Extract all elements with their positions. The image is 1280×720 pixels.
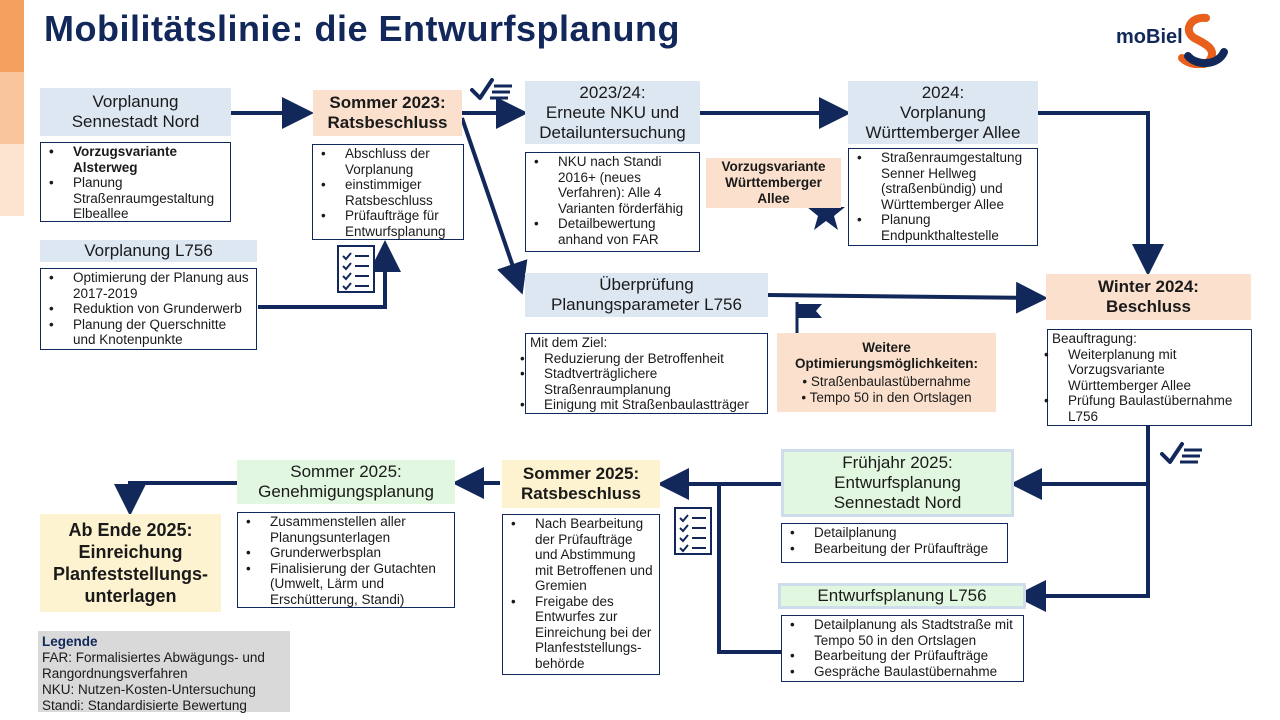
list-item: • Detailbewertung anhand von FAR (558, 216, 695, 247)
optimierung-line1: Weitere (862, 339, 911, 355)
sommer-2025-rat-header (502, 460, 660, 508)
vorzugsvariante-line2: Württemberger (725, 175, 822, 190)
list-item: • Bearbeitung der Prüfaufträge (814, 541, 1003, 557)
vorplanung-wa-title-line1: 2024: (921, 82, 965, 102)
entwurf-l756-header: Entwurfsplanung L756 (778, 583, 1026, 609)
vorplanung-nord-title-line2: Sennestadt Nord (71, 112, 200, 131)
page-title: Mobilitätslinie: die Entwurfsplanung (44, 8, 680, 49)
checklist-icon (336, 244, 378, 296)
list-item: • Straßenbaulastübernahme (802, 373, 971, 389)
list-item: • Planung Endpunkthaltestelle (881, 212, 1033, 243)
sommer-2023-details (312, 144, 464, 240)
list-item: • Tempo 50 in den Ortslagen (801, 389, 972, 405)
list-item: • Einigung mit Straßenbaulastträger (544, 397, 765, 413)
legend-line: Rangordnungsverfahren (42, 666, 188, 681)
list-item: • Prüfung Baulastübernahme L756 (1068, 393, 1249, 424)
arrow-sommer2023-to-ueberpruefung (462, 118, 520, 287)
legend (38, 631, 290, 712)
list-item: • Optimierung der Planung aus 2017-2019 (73, 270, 252, 301)
list-item: • Bearbeitung der Prüfaufträge (814, 648, 1019, 664)
fruehjahr-2025-details (781, 523, 1008, 563)
ueberpruefung-header (525, 273, 768, 317)
list-item: • Straßenraumgestaltung Senner Hellweg (straßenbündig) und Württemberger Allee (881, 150, 1033, 212)
winter-2024-title-line2: Beschluss (1105, 297, 1192, 316)
list-item: • Detailplanung (814, 525, 1003, 541)
ende-2025-line4: unterlagen (84, 586, 177, 606)
arrow-winter-to-entwurf-l756 (1022, 484, 1148, 596)
sommer-2025-gen-header (237, 460, 455, 504)
logo-text: moBiel (1116, 26, 1183, 48)
list-item: • Grunderwerbsplan (270, 545, 450, 561)
list-item: • Freigabe des Entwurfes zur Einreichung bei der Planfeststellungs-behörde (535, 594, 655, 672)
ende-2025-box (40, 514, 221, 612)
nku-title-line3: Detailuntersuchung (539, 122, 686, 142)
sommer-2023-title-line1: Sommer 2023: (329, 93, 446, 112)
sommer-2025-gen-details (237, 512, 455, 608)
list-item: • Prüfaufträge für Entwurfsplanung (345, 208, 459, 239)
entwurf-l756-details (781, 615, 1024, 682)
list-item: • Planung Straßenraumgestaltung Elbeallee (73, 175, 226, 222)
nku-details (525, 152, 700, 252)
sommer-2025-rat-title-line2: Ratsbeschluss (521, 484, 641, 503)
winter-2024-details (1047, 329, 1252, 426)
list-item: • einstimmiger Ratsbeschluss (345, 177, 459, 208)
list-item: • Stadtverträglichere Straßenraumplanung (544, 366, 765, 397)
vorzugsvariante-note (706, 158, 841, 208)
checkmark-list-icon (1160, 440, 1206, 468)
vorplanung-nord-title-line1: Vorplanung (92, 92, 179, 111)
vorzugsvariante-line3: Allee (757, 191, 790, 206)
legend-line: Standi: Standardisierte Bewertung (42, 698, 247, 713)
optimierung-item-2: Tempo 50 in den Ortslagen (809, 389, 972, 405)
ende-2025-line2: Einreichung (78, 542, 183, 562)
sommer-2025-gen-title-line2: Genehmigungsplanung (258, 482, 434, 501)
ueberpruefung-intro: Mit dem Ziel: (530, 335, 608, 350)
list-item: • Planung der Querschnitte und Knotenpunkte (73, 317, 252, 348)
arrow-wa-to-winter2024 (1038, 113, 1148, 268)
fruehjahr-title-line2: Entwurfsplanung (834, 473, 961, 492)
legend-line: FAR: Formalisiertes Abwägungs- und (42, 650, 265, 665)
sommer-2023-header (313, 90, 462, 136)
winter-2024-intro: Beauftragung: (1052, 331, 1137, 346)
sommer-2023-title-line2: Ratsbeschluss (327, 113, 448, 132)
list-item: • NKU nach Standi 2016+ (neues Verfahren): Alle 4 Varianten förderfähig (558, 154, 695, 216)
fruehjahr-title-line3: Sennestadt Nord (833, 493, 962, 512)
vorplanung-wa-title-line2: Vorplanung (899, 102, 987, 122)
vorplanung-wa-header (848, 81, 1038, 144)
sommer-2025-rat-title-line1: Sommer 2025: (522, 464, 640, 483)
arrow-genehmigung-to-ende (130, 483, 237, 508)
arrow-winter-to-fruehjahr (1018, 426, 1148, 484)
nku-header (525, 81, 700, 144)
optimierung-line2: Optimierungsmöglichkeiten: (794, 355, 979, 371)
ueberpruefung-title-line2: Planungsparameter L756 (551, 295, 742, 314)
sommer-2025-gen-title-line1: Sommer 2025: (290, 462, 402, 481)
sommer-2025-rat-details (502, 514, 660, 675)
vorplanung-wa-details (848, 148, 1038, 246)
winter-2024-header (1046, 274, 1251, 320)
list-item: • Zusammenstellen aller Planungsunterlagen (270, 514, 450, 545)
winter-2024-title-line1: Winter 2024: (1098, 277, 1199, 296)
vorplanung-nord-details (40, 142, 231, 222)
list-item: • Gespräche Baulastübernahme (814, 664, 1019, 680)
vorplanung-l756-header: Vorplanung L756 (40, 240, 257, 262)
fruehjahr-2025-header (781, 449, 1014, 517)
checkmark-list-icon (470, 76, 516, 104)
list-item: • Vorzugsvariante Alsterweg (73, 144, 226, 175)
vorplanung-l756-details (40, 268, 257, 350)
list-item: • Reduktion von Grunderwerb (73, 301, 252, 317)
nku-title-line1: 2023/24: (579, 82, 646, 102)
list-item: • Detailplanung als Stadtstraße mit Tempo 50 in den Ortslagen (814, 617, 1019, 648)
ueberpruefung-details (525, 333, 768, 414)
vorplanung-nord-header (40, 88, 231, 136)
list-item: • Nach Bearbeitung der Prüfaufträge und Abstimmung mit Betroffenen und Gremien (535, 516, 655, 594)
legend-line: NKU: Nutzen-Kosten-Untersuchung (42, 682, 256, 697)
vorzugsvariante-line1: Vorzugsvariante (721, 159, 826, 174)
ende-2025-line1: Ab Ende 2025: (68, 520, 193, 540)
optimierung-note (777, 333, 996, 412)
arrow-ueberpruefung-to-winter2024 (768, 295, 1040, 298)
list-item: • Finalisierung der Gutachten (Umwelt, Lärm und Erschütterung, Standi) (270, 561, 450, 608)
list-item: • Abschluss der Vorplanung (345, 146, 459, 177)
list-item: • Reduzierung der Betroffenheit (544, 351, 765, 367)
ueberpruefung-title-line1: Überprüfung (599, 275, 694, 294)
nku-title-line2: Erneute NKU und (545, 102, 680, 122)
checklist-icon (673, 506, 715, 558)
ende-2025-line3: Planfeststellungs- (52, 564, 209, 584)
line-entwurf-l756-to-main (719, 484, 783, 652)
optimierung-item-1: Straßenbaulastübernahme (810, 373, 971, 389)
fruehjahr-title-line1: Frühjahr 2025: (842, 453, 953, 472)
vorplanung-wa-title-line3: Württemberger Allee (865, 122, 1021, 142)
legend-title: Legende (42, 634, 98, 649)
list-item: • Weiterplanung mit Vorzugsvariante Württemberger Allee (1068, 347, 1249, 394)
